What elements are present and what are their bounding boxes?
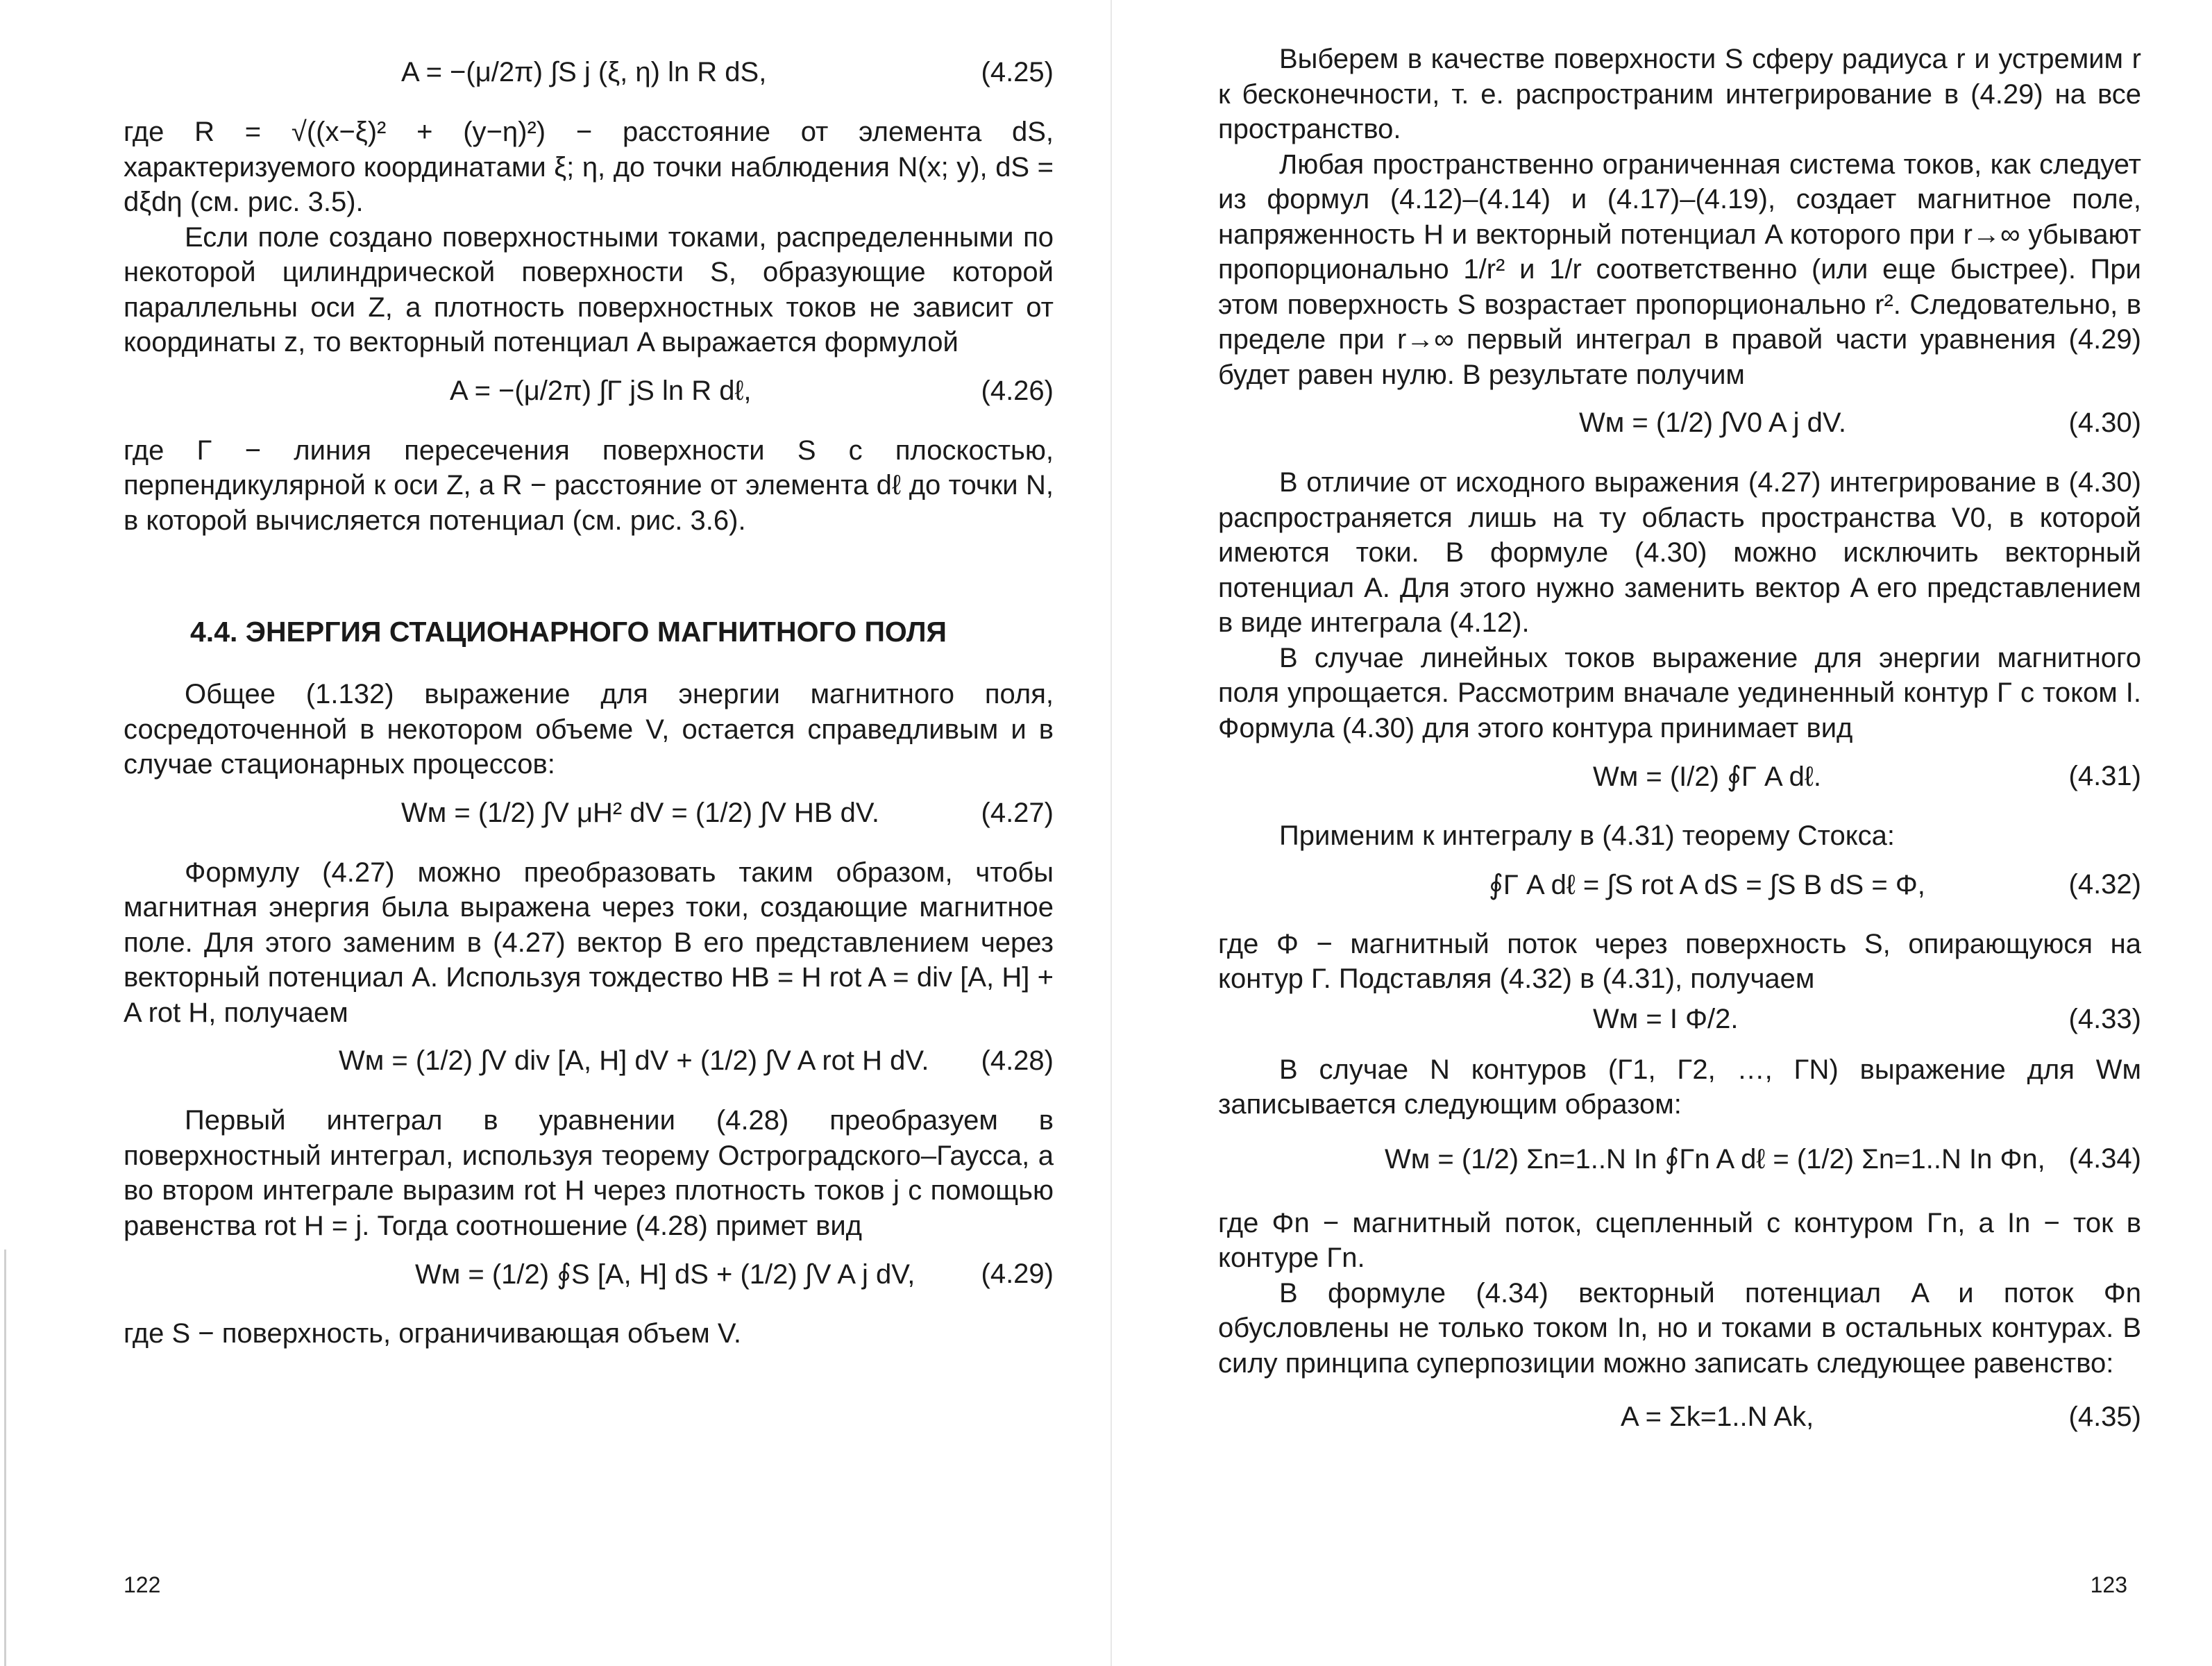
equation-4-34-number: (4.34) <box>2068 1143 2141 1174</box>
equation-4-28-number: (4.28) <box>981 1045 1054 1076</box>
right-page <box>1218 42 2141 1597</box>
equation-4-31-text: Wм = (I/2) ∮Γ A dℓ. <box>1593 762 1821 792</box>
right-paragraph-6: где Φ − магнитный поток через поверхность S, опирающуюся на контур Γ. Подставляя (4.32) в (4.31), получаем <box>1218 928 2141 994</box>
equation-4-30-text: Wм = (1/2) ∫V0 A j dV. <box>1579 407 1846 438</box>
left-paragraph-6: Первый интеграл в уравнении (4.28) преобразуем в поверхностный интеграл, используя теорему Остроградского–Гаусса, а во втором интеграле выразим rot H через плотность токов j с помощью равенства rot H = j. Тогда соотношение (4.28) примет вид <box>124 1105 1054 1241</box>
equation-4-28-text: Wм = (1/2) ∫V div [A, H] dV + (1/2) ∫V A rot H dV. <box>339 1045 929 1076</box>
equation-4-26-number: (4.26) <box>981 375 1054 406</box>
equation-4-32 <box>1218 854 2141 927</box>
equation-4-31 <box>1218 746 2141 818</box>
equation-4-28 <box>124 1030 1054 1103</box>
equation-4-27-text: Wм = (1/2) ∫V μH² dV = (1/2) ∫V HB dV. <box>401 797 879 828</box>
right-paragraph-3: В отличие от исходного выражения (4.27) интегрирование в (4.30) распространяется лишь на ту область пространства V0, в которой имеются токи. В формуле (4.30) можно исключить векторный потенциал A. Для этого нужно заменить вектор A его представлением в виде интеграла (4.12). <box>1218 467 2141 638</box>
scan-edge-shadow <box>4 1250 6 1666</box>
right-paragraph-5: Применим к интегралу в (4.31) теорему Стокса: <box>1279 821 1896 851</box>
equation-4-29-text: Wм = (1/2) ∮S [A, H] dS + (1/2) ∫V A j dV, <box>415 1259 915 1290</box>
equation-4-33-number: (4.33) <box>2068 1003 2141 1034</box>
left-paragraph-7: где S − поверхность, ограничивающая объем V. <box>124 1318 741 1349</box>
equation-4-35-text: A = Σk=1..N Ak, <box>1621 1402 1814 1432</box>
left-paragraph-3: где Γ − линия пересечения поверхности S с плоскостью, перпендикулярной к оси Z, а R − расстояние от элемента dℓ до точки N, в которой вычисляется потенциал (см. рис. 3.6). <box>124 435 1054 536</box>
left-page <box>124 42 1054 1597</box>
equation-4-34-text: Wм = (1/2) Σn=1..N In ∮Γn A dℓ = (1/2) Σn=1..N In Φn, <box>1385 1143 2045 1175</box>
equation-4-35-number: (4.35) <box>2068 1402 2141 1432</box>
equation-4-29-number: (4.29) <box>981 1259 1054 1289</box>
right-page-number: 123 <box>2090 1572 2127 1597</box>
equation-4-26-text: A = −(μ/2π) ∫Γ jS ln R dℓ, <box>450 375 752 406</box>
right-paragraph-7: В случае N контуров (Γ1, Γ2, …, ΓN) выражение для Wм записывается следующим образом: <box>1218 1054 2141 1120</box>
equation-4-25-text: A = −(μ/2π) ∫S j (ξ, η) ln R dS, <box>401 57 767 87</box>
right-paragraph-4: В случае линейных токов выражение для энергии магнитного поля упрощается. Рассмотрим вначале уединенный контур Γ с током I. Формула (4.30) для этого контура принимает вид <box>1218 642 2141 743</box>
equation-4-34 <box>1218 1122 2141 1206</box>
left-paragraph-2: Если поле создано поверхностными токами, распределенными по некоторой цилиндрической поверхности S, образующие которой параллельны оси Z, а плотность поверхностных токов не зависит от координаты z, то векторный потенциал A выражается формулой <box>124 221 1054 357</box>
section-heading: 4.4. ЭНЕРГИЯ СТАЦИОНАРНОГО МАГНИТНОГО ПОЛЯ <box>190 616 947 648</box>
equation-4-35 <box>1218 1381 2141 1457</box>
left-page-number: 122 <box>124 1572 161 1597</box>
left-paragraph-5: Формулу (4.27) можно преобразовать таким образом, чтобы магнитная энергия была выражена через токи, создающие магнитное поле. Для этого заменим в (4.27) вектор B его представлением через векторный потенциал A. Используя тождество HB = H rot A = div [A, H] + A rot H, получаем <box>124 857 1054 1028</box>
right-paragraph-2: Любая пространственно ограниченная система токов, как следует из формул (4.12)–(4.14) и (4.17)–(4.19), создает магнитное поле, напряженность H и векторный потенциал A которого при r→∞ убывают пропорционально 1/r² и 1/r соответственно (или еще быстрее). При этом поверхность S возрастает пропорционально r². Следовательно, в пределе при r→∞ первый интеграл в правой части уравнения (4.29) будет равен нулю. В результате получим <box>1218 149 2141 390</box>
equation-4-25 <box>124 42 1054 115</box>
equation-4-31-number: (4.31) <box>2068 761 2141 791</box>
equation-4-30 <box>1218 392 2141 465</box>
equation-4-33 <box>1218 997 2141 1052</box>
right-paragraph-1: Выберем в качестве поверхности S сферу радиуса r и устремим r к бесконечности, т. е. распространим интегрирование в (4.29) на все пространство. <box>1218 44 2141 144</box>
left-paragraph-4: Общее (1.132) выражение для энергии магнитного поля, сосредоточенной в некотором объеме V, остается справедливым и в случае стационарных процессов: <box>124 679 1054 780</box>
equation-4-27-number: (4.27) <box>981 797 1054 828</box>
right-paragraph-9: В формуле (4.34) векторный потенциал A и поток Φn обусловлены не только током In, но и токами в остальных контурах. В силу принципа суперпозиции можно записать следующее равенство: <box>1218 1277 2141 1379</box>
equation-4-32-number: (4.32) <box>2068 868 2141 900</box>
equation-4-33-text: Wм = I Φ/2. <box>1593 1003 1739 1034</box>
equation-4-30-number: (4.30) <box>2068 407 2141 438</box>
equation-4-25-number: (4.25) <box>981 57 1054 87</box>
equation-4-32-text: ∮Γ A dℓ = ∫S rot A dS = ∫S B dS = Φ, <box>1489 869 1925 900</box>
equation-4-26 <box>124 360 1054 433</box>
left-paragraph-1: где R = √((x−ξ)² + (y−η)²) − расстояние от элемента dS, характеризуемого координатами ξ; η, до точки наблюдения N(x; y), dS = dξdη (см. рис. 3.5). <box>124 117 1054 217</box>
book-gutter <box>1111 0 1112 1666</box>
equation-4-27 <box>124 782 1054 855</box>
equation-4-29 <box>124 1243 1054 1316</box>
right-paragraph-8: где Φn − магнитный поток, сцепленный с контуром Γn, а In − ток в контуре Γn. <box>1218 1207 2141 1273</box>
